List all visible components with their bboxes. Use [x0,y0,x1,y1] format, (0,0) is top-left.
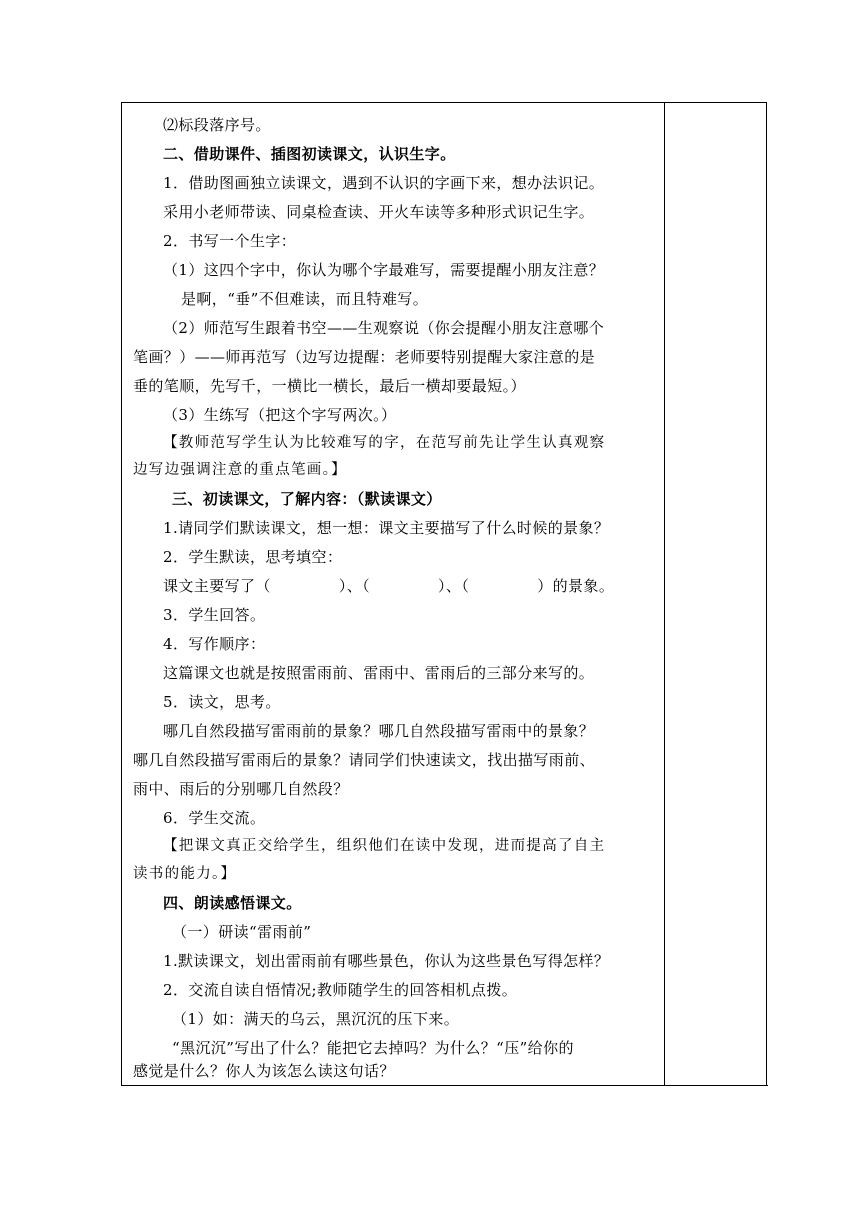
table-bottom-border [122,1085,768,1086]
fill-in-separator: ）、（ [338,577,371,595]
text-line: （3）生练写（把这个字写两次。） [163,406,397,424]
text-line: （2）师范写生跟着书空——生观察说（你会提醒小朋友注意哪个 [163,319,605,337]
fill-in-line [163,576,614,596]
text-line: 6．学生交流。 [163,809,266,827]
teaching-note: 边写边强调注意的重点笔画。】 [133,462,347,478]
text-line: （一）研读“雷雨前” [172,923,312,941]
text-line: 2．交流自读自悟情况;教师随学生的回答相机点拨。 [163,981,518,999]
text-line: （1）这四个字中，你认为哪个字最难写，需要提醒小朋友注意？ [163,261,605,279]
text-line: 1.请同学们默读课文，想一想：课文主要描写了什么时候的景象？ [163,519,610,537]
text-line: 笔画？）——师再范写（边写边提醒：老师要特别提醒大家注意的是 [133,348,596,366]
text-line: 2．学生默读，思考填空： [163,548,343,566]
text-line: ⑵标段落序号。 [163,116,271,134]
text-line: 5．读文，思考。 [163,693,281,711]
text-line: 哪几自然段描写雷雨后的景象？请同学们快速读文，找出描写雨前、 [133,751,596,769]
text-line: 1．借助图画独立读课文，遇到不认识的字画下来，想办法识记。 [163,174,605,192]
text-line: 是啊，“垂”不但难读，而且特难写。 [181,290,429,308]
text-line: 3．学生回答。 [163,606,266,624]
section-heading: 二、借助课件、插图初读课文，认识生字。 [163,145,456,163]
text-line: 这篇课文也就是按照雷雨前、雷雨中、雷雨后的三部分来写的。 [163,664,595,682]
text-line: 4．写作顺序： [163,635,266,653]
text-line: 采用小老师带读、同桌检查读、开火车读等多种形式识记生字。 [163,203,595,221]
text-line: 1.默读课文，划出雷雨前有哪些景色，你认为这些景色写得怎样？ [163,952,610,970]
teaching-note: 【教师范写学生认为比较难写的字，在范写前先让学生认真观察 [163,435,606,451]
fill-in-prefix: 课文主要写了（ [163,577,271,595]
fill-in-suffix: ）的景象。 [537,577,615,595]
text-line: 2．书写一个生字： [163,232,297,250]
column-divider [664,103,665,1085]
section-heading: 四、朗读感悟课文。 [163,894,302,912]
text-line: 雨中、雨后的分别哪几自然段？ [133,780,349,798]
teaching-note: 读书的能力。】 [133,866,237,882]
text-line: 哪几自然段描写雷雨前的景象？哪几自然段描写雷雨中的景象？ [163,722,595,740]
text-line: （1）如：满天的乌云，黑沉沉的压下来。 [172,1010,460,1028]
fill-in-separator: ）、（ [438,577,470,595]
teaching-note: 【把课文真正交给学生，组织他们在读中发现，进而提高了自主 [163,838,606,854]
text-line: 垂的笔顺，先写千，一横比一横长，最后一横却要最短。） [133,377,526,395]
text-line: “黑沉沉”写出了什么？能把它去掉吗？为什么？“压”给你的 [172,1039,574,1057]
text-line: 感觉是什么？你人为该怎么读这句话？ [133,1062,395,1080]
section-heading: 三、初读课文，了解内容：（默读课文） [172,490,442,508]
